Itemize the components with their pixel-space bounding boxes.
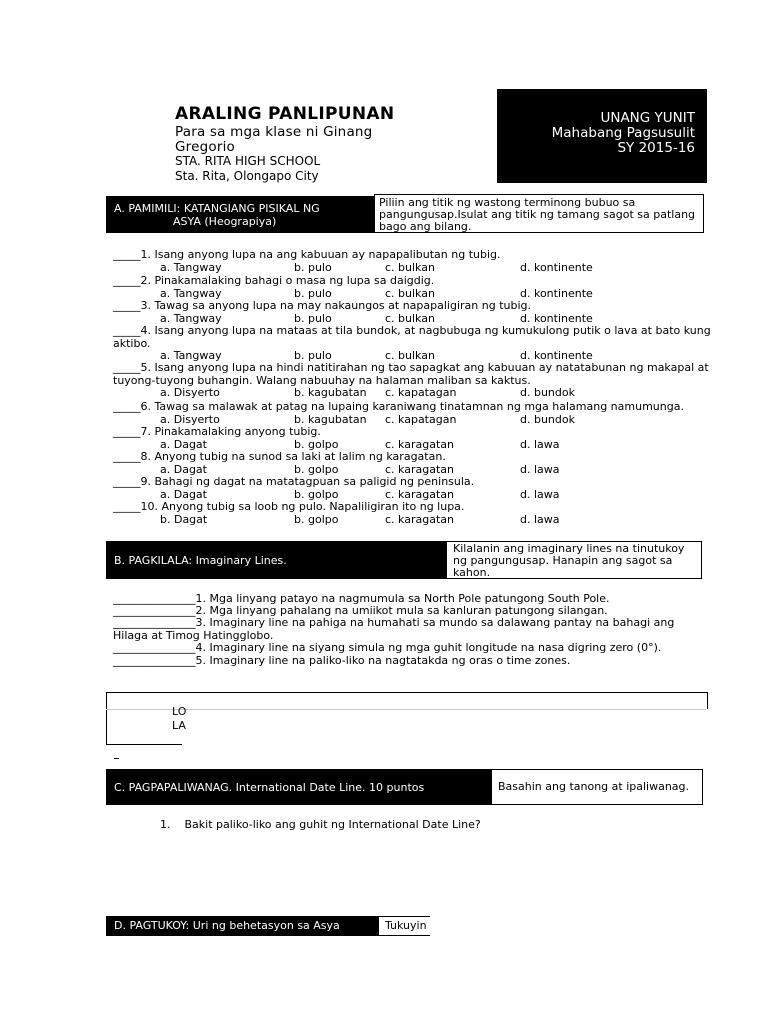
answer-option: b. golpo <box>294 512 339 526</box>
choice-fragment-2: LA <box>172 719 186 732</box>
question-text: _____2. Pinakamalaking bahagi o masa ng lupa sa daigdig. <box>113 274 435 287</box>
identification-item: _______________5. Imaginary line na paliko-liko na nagtatakda ng oras o time zones. <box>113 654 571 667</box>
school-info <box>175 154 320 184</box>
section-a-title <box>106 196 374 233</box>
section-a-title-line2: ASYA (Heograpiya) <box>173 215 277 228</box>
question-text: _____6. Tawag sa malawak at patag na lupaing karaniwang tinatamnan ng mga halamang namumunga. <box>113 400 684 413</box>
question-text: _____5. Isang anyong lupa na hindi natitirahan ng tao sapagkat ang kabuuan ay natatabunan ng makapal at <box>113 361 709 374</box>
cutoff-mark <box>114 758 119 759</box>
school-year: SY 2015-16 <box>617 140 695 156</box>
choices-box <box>106 692 708 745</box>
answer-option: a. Tangway <box>160 349 222 362</box>
question-text: _____7. Pinakamalaking anyong tubig. <box>113 425 321 438</box>
answer-option: d. kontinente <box>520 260 593 274</box>
answer-option: b. pulo <box>294 349 332 362</box>
section-a-instruction: Piliin ang titik ng wastong terminong bubuo sa pangungusap.Isulat ang titik ng tamang sagot sa patlang bago ang bilang. <box>374 194 704 233</box>
document-title: ARALING PANLIPUNAN <box>175 104 395 124</box>
section-c-title: C. PAGPAPALIWANAG. International Date Line. 10 puntos <box>106 769 491 805</box>
answer-option: b. kagubatan <box>294 412 367 426</box>
choice-fragment-1: LO <box>172 706 187 716</box>
answer-option: b. pulo <box>294 311 332 325</box>
question-text: _____3. Tawag sa anyong lupa na may nakaungos at napapaligiran ng tubig. <box>113 299 531 312</box>
answer-option: d. bundok <box>520 412 575 426</box>
question-text-continued: aktibo. <box>113 336 151 350</box>
section-c-instruction: Basahin ang tanong at ipaliwanag. <box>491 769 703 805</box>
section-b-title: B. PAGKILALA: Imaginary Lines. <box>106 541 446 579</box>
exam-label: Mahabang Pagsusulit <box>551 125 695 141</box>
answer-option: c. karagatan <box>385 512 454 526</box>
answer-option: b. golpo <box>294 437 339 451</box>
school-address: Sta. Rita, Olongapo City <box>175 169 319 183</box>
answer-option: c. karagatan <box>385 462 454 476</box>
answer-option: c. bulkan <box>385 286 435 300</box>
answer-option: d. kontinente <box>520 286 593 300</box>
answer-option: b. pulo <box>294 286 332 300</box>
answer-option: d. lawa <box>520 437 560 451</box>
question-text: _____9. Bahagi ng dagat na matatagpuan sa paligid ng peninsula. <box>113 475 475 488</box>
answer-option: d. lawa <box>520 487 560 501</box>
answer-option: b. pulo <box>294 260 332 274</box>
question-text: _____8. Anyong tubig na sunod sa laki at lalim ng karagatan. <box>113 450 446 463</box>
answer-option: d. lawa <box>520 462 560 476</box>
answer-option: a. Tangway <box>160 311 222 325</box>
unit-box <box>497 89 707 183</box>
identification-item: Hilaga at Timog Hatingglobo. <box>113 629 274 642</box>
document-subtitle: Para sa mga klase ni Ginang Gregorio <box>175 124 373 155</box>
answer-option: a. Disyerto <box>160 386 220 399</box>
question-text: _____10. Anyong tubig sa loob ng pulo. Napaliligiran ito ng lupa. <box>113 500 465 513</box>
answer-option: b. kagubatan <box>294 386 367 399</box>
answer-option: c. kapatagan <box>385 412 457 426</box>
answer-option: d. kontinente <box>520 311 593 325</box>
answer-option: a. Tangway <box>160 260 222 274</box>
answer-option: c. bulkan <box>385 311 435 325</box>
answer-option: a. Dagat <box>160 437 207 451</box>
answer-option: d. kontinente <box>520 349 593 362</box>
section-d-title: D. PAGTUKOY: Uri ng behetasyon sa Asya <box>106 916 378 936</box>
answer-option: b. golpo <box>294 487 339 501</box>
identification-item: _______________1. Mga linyang patayo na nagmumula sa North Pole patungong South Pole. <box>113 592 610 605</box>
answer-option: b. golpo <box>294 462 339 476</box>
answer-option: a. Disyerto <box>160 412 220 426</box>
unit-label: UNANG YUNIT <box>600 110 695 126</box>
answer-option: c. karagatan <box>385 487 454 501</box>
answer-option: c. karagatan <box>385 437 454 451</box>
cutoff-rule <box>106 744 182 745</box>
answer-option: a. Dagat <box>160 462 207 476</box>
section-b-instruction: Kilalanin ang imaginary lines na tinutukoy ng pangungusap. Hanapin ang sagot sa kahon. <box>446 541 702 579</box>
answer-option: a. Tangway <box>160 286 222 300</box>
section-d-instruction: Tukuyin <box>378 916 430 936</box>
identification-item: _______________3. Imaginary line na pahiga na humahati sa mundo sa dalawang pantay na bahagi ang <box>113 616 675 629</box>
section-a-title-line1: A. PAMIMILI: KATANGIANG PISIKAL NG <box>114 202 320 215</box>
question-text: _____1. Isang anyong lupa na ang kabuuan ay napapalibutan ng tubig. <box>113 248 501 261</box>
question-text: _____4. Isang anyong lupa na mataas at tila bundok, at nagbubuga ng kumukulong putik o lava at bato kung <box>113 324 711 337</box>
answer-option: a. Dagat <box>160 487 207 501</box>
school-name: STA. RITA HIGH SCHOOL <box>175 154 321 168</box>
identification-item: _______________2. Mga linyang pahalang na umiikot mula sa kanluran patungong silangan. <box>113 604 608 617</box>
section-c-question: 1. Bakit paliko-liko ang guhit ng International Date Line? <box>160 818 481 831</box>
identification-item: _______________4. Imaginary line na siyang simula ng mga guhit longitude na nasa digring zero (0°). <box>113 641 662 654</box>
answer-option: c. bulkan <box>385 349 435 362</box>
question-text-continued: tuyong-tuyong buhangin. Walang nabuuhay na halaman maliban sa kaktus. <box>113 373 531 387</box>
answer-option: d. lawa <box>520 512 560 526</box>
answer-option: c. kapatagan <box>385 386 457 399</box>
answer-option: b. Dagat <box>160 512 208 526</box>
answer-option: d. bundok <box>520 386 575 399</box>
answer-option: c. bulkan <box>385 260 435 274</box>
